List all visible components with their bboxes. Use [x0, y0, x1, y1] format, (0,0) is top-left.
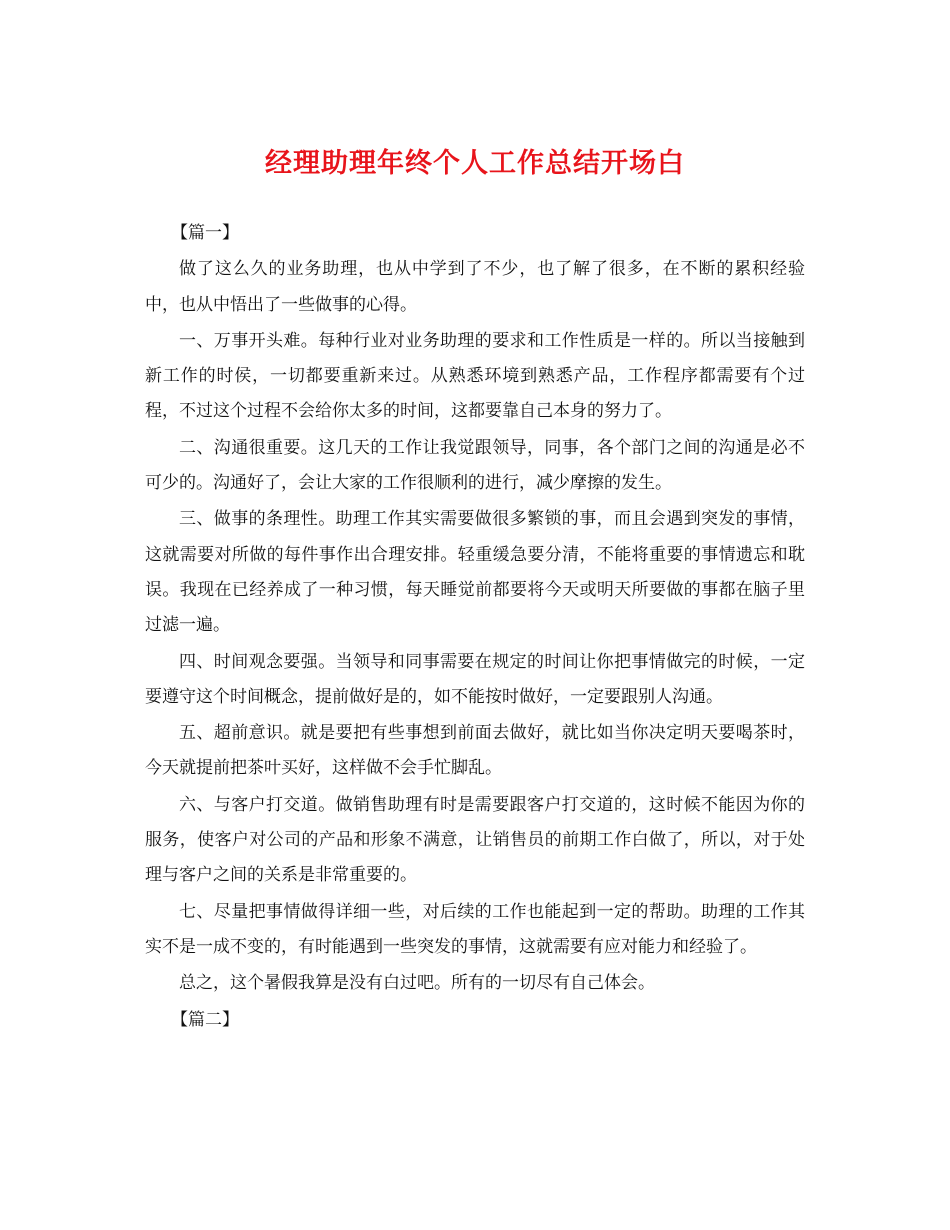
paragraph-point-5: 五、超前意识。就是要把有些事想到前面去做好，就比如当你决定明天要喝茶时，今天就提前把茶叶买好，这样做不会手忙脚乱。 [145, 723, 805, 779]
paragraph-point-3: 三、做事的条理性。助理工作其实需要做很多繁锁的事，而且会遇到突发的事情，这就需要对所做的每件事作出合理安排。轻重缓急要分清，不能将重要的事情遗忘和耽误。我现在已经养成了一种习惯，每天睡觉前都要将今天或明天所要做的事都在脑子里过滤一遍。 [145, 509, 805, 636]
document-body [145, 216, 805, 1039]
paragraph-point-4: 四、时间观念要强。当领导和同事需要在规定的时间让你把事情做完的时候，一定要遵守这个时间概念，提前做好是的，如不能按时做好，一定要跟别人沟通。 [145, 651, 805, 707]
paragraph-summary: 总之，这个暑假我算是没有白过吧。所有的一切尽有自己体会。 [179, 973, 655, 994]
document-title: 经理助理年终个人工作总结开场白 [265, 148, 685, 179]
paragraph-point-1: 一、万事开头难。每种行业对业务助理的要求和工作性质是一样的。所以当接触到新工作的时侯，一切都要重新来过。从熟悉环境到熟悉产品，工作程序都需要有个过程，不过这个过程不会给你太多的时间，这都要靠自己本身的努力了。 [145, 330, 805, 422]
section-heading-2: 【篇二】 [171, 1009, 239, 1030]
section-heading-1: 【篇一】 [171, 223, 239, 243]
paragraph-point-6: 六、与客户打交道。做销售助理有时是需要跟客户打交道的，这时候不能因为你的服务，使客户对公司的产品和形象不满意，让销售员的前期工作白做了，所以，对于处理与客户之间的关系是非常重要的。 [145, 794, 805, 886]
paragraph-intro: 做了这么久的业务助理，也从中学到了不少，也了解了很多，在不断的累积经验中，也从中悟出了一些做事的心得。 [145, 259, 805, 315]
paragraph-point-2: 二、沟通很重要。这几天的工作让我觉跟领导，同事，各个部门之间的沟通是必不可少的。沟通好了，会让大家的工作很顺利的进行，减少摩擦的发生。 [145, 437, 805, 494]
paragraph-point-7: 七、尽量把事情做得详细一些，对后续的工作也能起到一定的帮助。助理的工作其实不是一成不变的，有时能遇到一些突发的事情，这就需要有应对能力和经验了。 [145, 901, 805, 957]
